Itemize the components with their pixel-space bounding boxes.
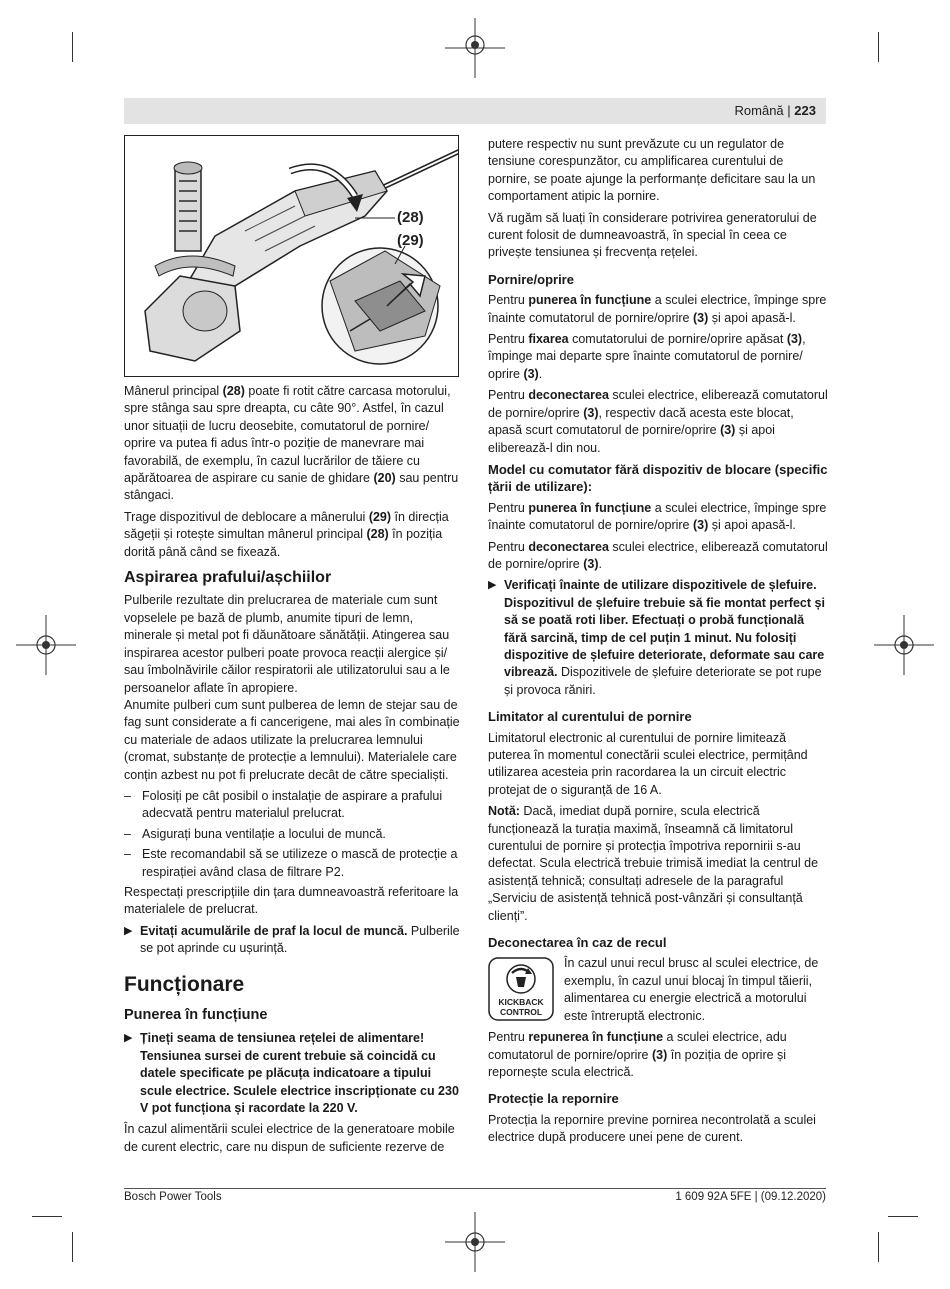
warning-voltage: ▶ Țineți seama de tensiunea rețelei de alimentare! Tensiunea sursei de curent trebuie să coincidă cu datele specificate pe plăcuța indicatoare a tipului scule electrice. Sculele electrice inscripționate cu 230 V pot funcționa și racordate la 220 V. <box>124 1030 460 1117</box>
paragraph-model-on: Pentru punerea în funcțiune a sculei electrice, împinge spre înainte comutatorul de pornire/oprire (3) și apoi apasă-l. <box>488 500 827 533</box>
heading-kickback: Deconectarea în caz de recul <box>488 935 667 951</box>
paragraph-handle-rotation: Mânerul principal (28) poate fi rotit către carcasa motorului, spre stânga sau spre dreapta, cu câte 90°. Astfel, în cazul unor situații de lucru deosebite, comutatorul de pornire/ oprire va putea fi adus într-o poziție de manevrare mai favorabilă, de exemplu, în cazul lucrărilor de tăiere cu apărătoarea de aspirare cu sanie de ghidare (20) sau pentru stângaci. <box>124 384 459 503</box>
callout-29: (29) <box>397 232 424 249</box>
registration-mark-top <box>445 18 505 78</box>
paragraph-limiter: Limitatorul electronic al curentului de pornire limitează puterea în momentul conectării sculei electrice, permițând utilizarea acesteia prin racordarea la un circuit electric protejat de o siguranță de 16 A. <box>488 730 808 797</box>
crop-mark <box>878 1232 879 1262</box>
paragraph-restart-protection: Protecția la repornire previne pornirea necontrolată a sculei electrice după producere unei pene de curent. <box>488 1112 816 1145</box>
heading-on-off: Pornire/oprire <box>488 271 574 287</box>
kickback-icon-label-1: KICKBACK <box>498 997 544 1008</box>
paragraph-kickback: În cazul unui recul brusc al sculei electrice, de exemplu, în cazul unui blocaj în timpul tăierii, alimentarea cu energie electrică a motorului este întreruptă electronic. <box>564 956 819 1023</box>
paragraph-dust-3: Respectați prescripțiile din țara dumneavoastră referitoare la materialele de prelucrat. <box>124 884 459 917</box>
kickback-icon-label-2: CONTROL <box>499 1007 543 1018</box>
list-item: – Asigurați buna ventilație a locului de muncă. <box>124 826 386 841</box>
heading-restart-protection: Protecție la repornire <box>488 1091 619 1107</box>
heading-current-limiter: Limitator al curentului de pornire <box>488 709 692 725</box>
heading-model-no-lock: Model cu comutator fără dispozitiv de blocare (specific țării de utilizare): <box>488 461 828 495</box>
right-column <box>488 136 828 1151</box>
paragraph-dust-1: Pulberile rezultate din prelucrarea de materiale cum sunt vopselele pe bază de plumb, anumite tipuri de lemn, minerale și metal pot fi dăunătoare sănătății. Atingerea sau inspirarea acestor pulberi poate provoca reacții alergice și/ sau îmbolnăvirile căilor respiratorii ale utilizatorului sau a le persoanelor aflate în apropiere. <box>124 593 450 695</box>
paragraph-model-off: Pentru deconectarea sculei electrice, eliberează comutatorul de pornire/oprire (3). <box>488 539 828 571</box>
callout-28: (28) <box>397 209 424 226</box>
kickback-block <box>488 955 828 1029</box>
grinder-illustration <box>124 135 459 377</box>
registration-mark-right <box>874 615 934 675</box>
paragraph-generator-cont: putere respectiv nu sunt prevăzute cu un regulator de tensiune corespunzător, cu amplificarea curentului de pornire, se poate ajunge la performanțe deficitare sau la un comportament atipic la pornire. <box>488 137 816 204</box>
crop-mark <box>888 1216 918 1217</box>
footer-rule <box>124 1188 826 1189</box>
warning-grinding-tools: ▶ Verificați înainte de utilizare dispozitivele de șlefuire. Dispozitivul de șlefuire trebuie să fie montat perfect și să se poată roti liber. Efectuați o probă funcțională fără sarcină, timp de cel puțin 1 minut. Nu folosiți dispozitive de șlefuire deteriorate, deformate sau care vibrează. Dispozitivele de șlefuire deteriorate se pot rupe și provoca răniri. <box>488 577 828 699</box>
kickback-control-icon <box>488 957 554 1021</box>
crop-mark <box>878 32 879 62</box>
header-language: Română <box>734 103 784 118</box>
paragraph-note: Notă: Dacă, imediat după pornire, scula electrică funcționează la turația maximă, înseamnă că limitatorul curentului de pornire și protecția împotriva repornirii s-au defectat. Scula electrică trebuie trimisă imediat la centrul de asistență tehnică; consultați adresele de la paragraful „Serviciu de asistență tehnică post-vânzări și consultanță clienți”. <box>488 804 819 923</box>
warning-arrow-icon: ▶ <box>124 1032 133 1045</box>
registration-mark-left <box>16 615 76 675</box>
registration-mark-bottom <box>445 1212 505 1272</box>
footer-code: 1 609 92A 5FE | (09.12.2020) <box>675 1191 826 1203</box>
list-item: – Este recomandabil să se utilizeze o mască de protecție a respirației având clasa de filtrare P2. <box>124 847 458 879</box>
paragraph-switch-on: Pentru punerea în funcțiune a sculei electrice, împinge spre înainte comutatorul de pornire/oprire (3) și apoi apasă-l. <box>488 293 827 325</box>
grinder-drawing <box>125 136 459 377</box>
crop-mark <box>72 1232 73 1262</box>
paragraph-generator: În cazul alimentării sculei electrice de la generatoare mobile de curent electric, care nu dispun de suficiente rezerve de <box>124 1122 455 1154</box>
list-item: – Folosiți pe cât posibil o instalație de aspirare a prafului adecvată pentru materialul prelucrat. <box>124 788 443 821</box>
header-separator: | <box>787 103 791 118</box>
warning-arrow-icon: ▶ <box>488 579 497 592</box>
footer-brand: Bosch Power Tools <box>124 1191 222 1203</box>
page-number: 223 <box>794 103 816 118</box>
paragraph-dust-2: Anumite pulberi cum sunt pulberea de lemn de stejar sau de fag sunt considerate a fi cancerigene, mai ales în combinație cu materiale de adaos utilizate la prelucrarea lemnului (cromat, substanțe de protecție a lemnului). Materialele care conțin azbest nu pot fi prelucrate decât de către specialiști. <box>124 697 460 782</box>
warning-arrow-icon: ▶ <box>124 924 133 937</box>
header-text <box>735 103 816 118</box>
heading-dust-extraction: Aspirarea prafului/așchiilor <box>124 569 332 587</box>
paragraph-switch-lock: Pentru fixarea comutatorului de pornire/oprire apăsat (3), împinge mai departe spre înainte comutatorul de pornire/ oprire (3). <box>488 332 806 381</box>
crop-mark <box>72 32 73 62</box>
paragraph-restart-after-kickback: Pentru repunerea în funcțiune a sculei electrice, adu comutatorul de pornire/oprire (3) în poziția de oprire și repornește scula electrică. <box>488 1030 787 1079</box>
page-header <box>124 98 826 124</box>
paragraph-switch-off: Pentru deconectarea sculei electrice, eliberează comutatorul de pornire/oprire (3), respectiv dacă acesta este blocat, apasă scurt comutatorul de pornire/oprire (3) și apoi eliberează-l din nou. <box>488 388 828 455</box>
paragraph-handle-release: Trage dispozitivul de deblocare a mânerului (29) în direcția săgeții și rotește simultan mânerul principal (28) în poziția dorită până când se fixează. <box>124 509 449 559</box>
left-column <box>124 383 460 1160</box>
warning-dust: ▶ Evitați acumulările de praf la locul de muncă. Pulberile se pot aprinde cu ușurință. <box>124 923 460 958</box>
heading-starting: Punerea în funcțiune <box>124 1007 268 1023</box>
heading-operation: Funcționare <box>124 972 245 996</box>
paragraph-generator-match: Vă rugăm să luați în considerare potrivirea generatorului de curent folosit de dumneavoastră, în special în ceea ce privește tensiunea și frecvența rețelei. <box>488 210 817 260</box>
crop-mark <box>32 1216 62 1217</box>
